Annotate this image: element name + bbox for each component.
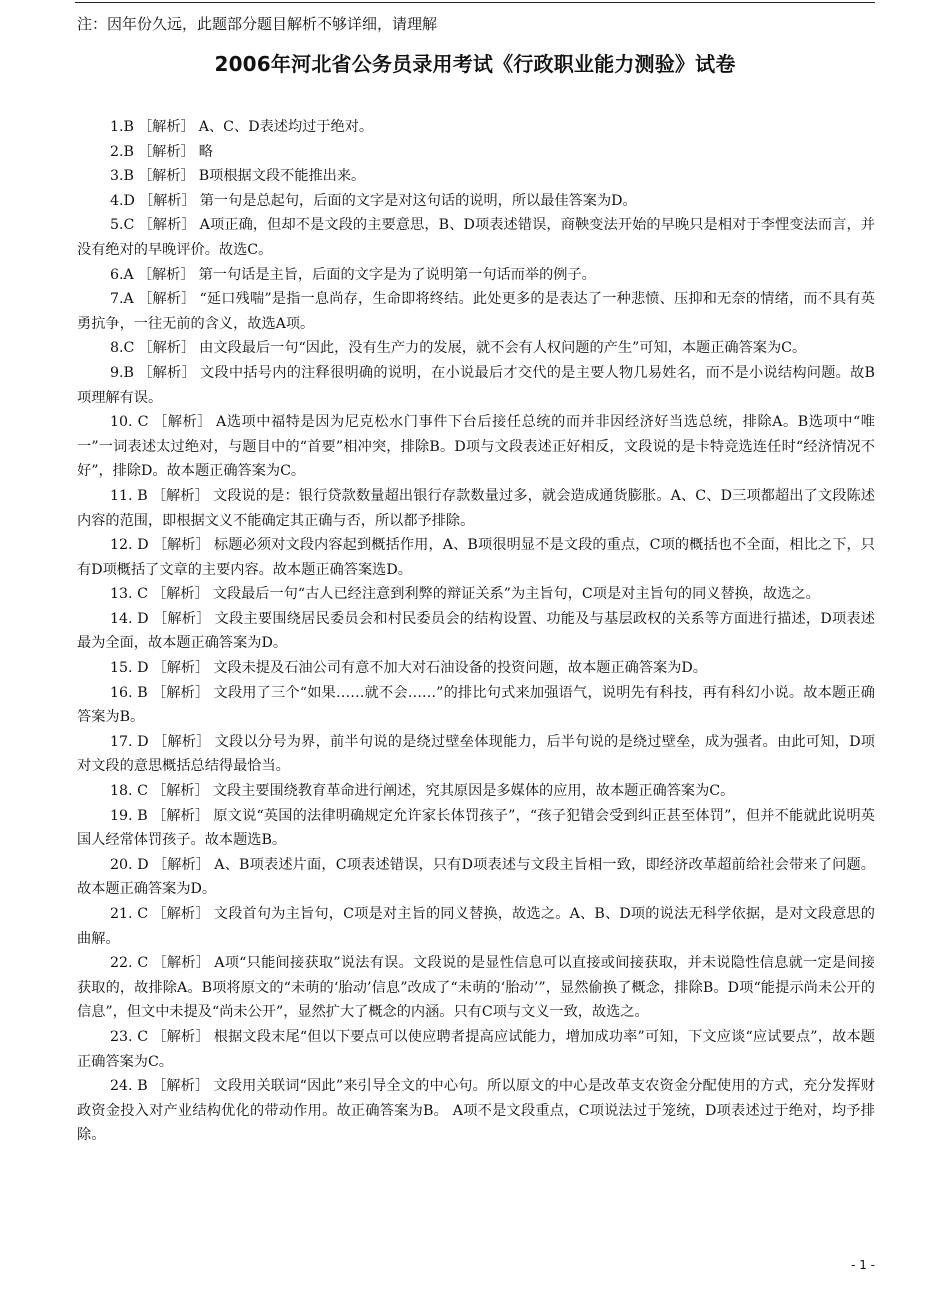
- answer-number: 23. C: [110, 1028, 149, 1045]
- answer-number: 12. D: [110, 537, 149, 554]
- document-title: 2006年河北省公务员录用考试《行政职业能力测验》试卷: [214, 52, 736, 76]
- answer-explanation: 文段最后一句“古人已经注意到利弊的辩证关系”为主旨句，C项是对主旨句的同义替换，故选之。: [212, 586, 820, 603]
- answer-number: 4.D: [110, 192, 135, 209]
- answer-number: 1.B: [110, 119, 134, 135]
- answer-item: [77, 951, 875, 1025]
- answer-number: 3.B: [110, 168, 134, 185]
- answer-explanation: 由文段最后一句“因此，没有生产力的发展，就不会有人权问题的产生”可知，本题正确答案为C。: [199, 340, 807, 357]
- answer-explanation: 标题必须对文段内容起到概括作用，A、B项很明显不是文段的重点，C项的概括也不全面，相比之下，只有D项概括了文章的主要内容。故本题正确答案选D。: [77, 537, 875, 578]
- answer-explanation: 第一句是总起句，后面的文字是对这句话的说明，所以最佳答案为D。: [199, 192, 637, 209]
- answer-explanation: 文段用关联词“因此”来引导全文的中心句。所以原文的中心是改革支农资金分配使用的方式，充分发挥财政资金投入对产业结构优化的带动作用。故正确答案为B。 A项不是文段重点，C项说法过于笼统，D项表述过于绝对，均予排除。: [77, 1078, 875, 1144]
- answer-item: [77, 263, 875, 288]
- answer-explanation: 第一句话是主旨，后面的文字是为了说明第一句话而举的例子。: [198, 266, 596, 283]
- answer-item: [77, 779, 875, 804]
- answer-explanation: A项正确，但却不是文段的主要意思，B、D项表述错误，商鞅变法开始的早晚只是相对于李悝变法而言，并没有绝对的早晚评价。故选C。: [77, 217, 875, 258]
- answer-list: [77, 115, 875, 1148]
- answer-number: 2.B: [110, 143, 134, 160]
- analysis-tag: ［解析］: [152, 856, 211, 873]
- answer-item: [77, 361, 875, 410]
- answer-item: [77, 213, 875, 262]
- answer-item: [77, 582, 875, 607]
- analysis-tag: ［解析］: [152, 733, 211, 750]
- analysis-tag: ［解析］: [137, 168, 195, 185]
- analysis-tag: ［解析］: [152, 660, 210, 677]
- analysis-tag: ［解析］: [138, 340, 196, 357]
- answer-explanation: 文段主要围绕教育革命进行阐述，究其原因是多媒体的应用，故本题正确答案为C。: [212, 783, 735, 800]
- answer-number: 14. D: [110, 610, 149, 627]
- analysis-tag: ［解析］: [152, 955, 211, 972]
- answer-number: 5.C: [110, 217, 135, 234]
- answer-number: 20. D: [110, 856, 149, 873]
- answer-explanation: A项“只能间接获取”说法有误。文段说的是显性信息可以直接或间接获取，并未说隐性信息就一定是间接获取的，故排除A。B项将原文的“未萌的‘胎动’信息”改成了“未萌的‘胎动’”，显然偷换了概念，排除B。D项“能提示尚未公开的信息”，但文中未提及“尚未公开”，显然扩大了概念的内涵。只有C项与文义一致，故选之。: [77, 955, 875, 1021]
- analysis-tag: ［解析］: [138, 217, 196, 234]
- answer-item: [77, 287, 875, 336]
- analysis-tag: ［解析］: [152, 1028, 210, 1045]
- page-number: - 1 -: [851, 1258, 875, 1272]
- answer-number: 24. B: [110, 1078, 148, 1095]
- answer-explanation: 文段用了三个“如果……就不会……”的排比句式来加强语气，说明先有科技，再有科幻小说。故本题正确答案为B。: [77, 684, 875, 726]
- analysis-tag: ［解析］: [137, 364, 197, 381]
- answer-number: 11. B: [110, 487, 148, 504]
- answer-explanation: 文段以分号为界，前半句说的是绕过壁垒体现能力，后半句说的是绕过壁垒，成为强者。由此可知，D项对文段的意思概括总结得最恰当。: [77, 733, 875, 775]
- answer-number: 10. C: [110, 414, 149, 431]
- header-note: 注：因年份久远，此题部分题目解析不够详细，请理解: [77, 15, 438, 33]
- answer-item: [77, 410, 875, 484]
- answer-explanation: 原文说“英国的法律明确规定允许家长体罚孩子”，“孩子犯错会受到纠正甚至体罚”，但并不能就此说明英国人经常体罚孩子。故本题选B。: [77, 807, 875, 849]
- answer-number: 16. B: [110, 684, 148, 701]
- answer-number: 19. B: [110, 807, 148, 824]
- answer-number: 8.C: [110, 340, 135, 357]
- answer-item: [77, 336, 875, 361]
- analysis-tag: ［解析］: [152, 610, 211, 627]
- answer-item: [77, 115, 875, 140]
- answer-explanation: 文段说的是：银行贷款数量超出银行存款数量过多，就会造成通货膨胀。A、C、D三项都超出了文段陈述内容的范围，即根据文义不能确定其正确与否，所以都予排除。: [77, 487, 875, 529]
- answer-item: [77, 656, 875, 681]
- top-rule: [75, 2, 875, 3]
- analysis-tag: ［解析］: [151, 1078, 210, 1095]
- analysis-tag: ［解析］: [137, 266, 195, 283]
- answer-number: 9.B: [110, 364, 134, 381]
- answer-explanation: 文段未提及石油公司有意不加大对石油设备的投资问题，故本题正确答案为D。: [213, 660, 707, 677]
- answer-explanation: A选项中福特是因为尼克松水门事件下台后接任总统的而并非因经济好当选总统，排除A。B选项中“唯一”一词表述太过绝对，与题目中的“首要”相冲突，排除B。D项与文段表述正好相反，文段说的是卡特竞选连任时“经济情况不好”，排除D。故本题正确答案为C。: [77, 414, 875, 480]
- analysis-tag: ［解析］: [151, 586, 209, 603]
- answer-item: [77, 607, 875, 656]
- analysis-tag: ［解析］: [151, 783, 209, 800]
- answer-explanation: 文段首句为主旨句，C项是对主旨的同义替换，故选之。A、B、D项的说法无科学依据，是对文段意思的曲解。: [77, 906, 875, 947]
- analysis-tag: ［解析］: [152, 906, 210, 922]
- answer-item: [77, 853, 875, 902]
- answer-explanation: “延口残喘”是指一息尚存，生命即将终结。此处更多的是表达了一种悲愤、压抑和无奈的情绪，而不具有英勇抗争，一往无前的含义，故选A项。: [77, 291, 875, 332]
- analysis-tag: ［解析］: [137, 143, 195, 160]
- analysis-tag: ［解析］: [137, 119, 195, 135]
- answer-item: [77, 804, 875, 853]
- answer-number: 7.A: [110, 291, 134, 308]
- analysis-tag: ［解析］: [151, 684, 210, 701]
- analysis-tag: ［解析］: [137, 291, 196, 308]
- answer-number: 22. C: [110, 955, 149, 972]
- answer-number: 18. C: [110, 783, 148, 800]
- answer-item: [77, 189, 875, 214]
- answer-item: [77, 484, 875, 533]
- answer-explanation: 根据文段末尾“但以下要点可以使应聘者提高应试能力，增加成功率”可知，下文应谈“应试要点”，故本题正确答案为C。: [77, 1028, 875, 1070]
- answer-number: 13. C: [110, 586, 148, 603]
- answer-item: [77, 1074, 875, 1148]
- answer-number: 21. C: [110, 906, 149, 922]
- answer-item: [77, 533, 875, 582]
- answer-item: [77, 140, 875, 165]
- analysis-tag: ［解析］: [151, 807, 210, 824]
- answer-number: 17. D: [110, 733, 149, 750]
- answer-explanation: 文段中括号内的注释很明确的说明，在小说最后才交代的是主要人物几易姓名，而不是小说结构问题。故B项理解有误。: [77, 364, 875, 406]
- answer-item: [77, 730, 875, 779]
- answer-explanation: A、B项表述片面，C项表述错误，只有D项表述与文段主旨相一致，即经济改革超前给社会带来了问题。故本题正确答案为D。: [77, 856, 875, 898]
- answer-item: [77, 902, 875, 951]
- answer-explanation: 略: [198, 143, 213, 160]
- answer-explanation: B项根据文段不能推出来。: [198, 168, 366, 185]
- answer-item: [77, 1025, 875, 1074]
- analysis-tag: ［解析］: [152, 414, 213, 431]
- answer-item: [77, 164, 875, 189]
- answer-number: 6.A: [110, 266, 134, 283]
- analysis-tag: ［解析］: [138, 192, 196, 209]
- answer-item: [77, 681, 875, 730]
- answer-explanation: 文段主要围绕居民委员会和村民委员会的结构设置、功能及与基层政权的关系等方面进行描述，D项表述最为全面，故本题正确答案为D。: [77, 610, 875, 652]
- answer-explanation: A、C、D表述均过于绝对。: [198, 119, 374, 135]
- analysis-tag: ［解析］: [151, 487, 209, 504]
- answer-number: 15. D: [110, 660, 149, 677]
- analysis-tag: ［解析］: [152, 537, 210, 554]
